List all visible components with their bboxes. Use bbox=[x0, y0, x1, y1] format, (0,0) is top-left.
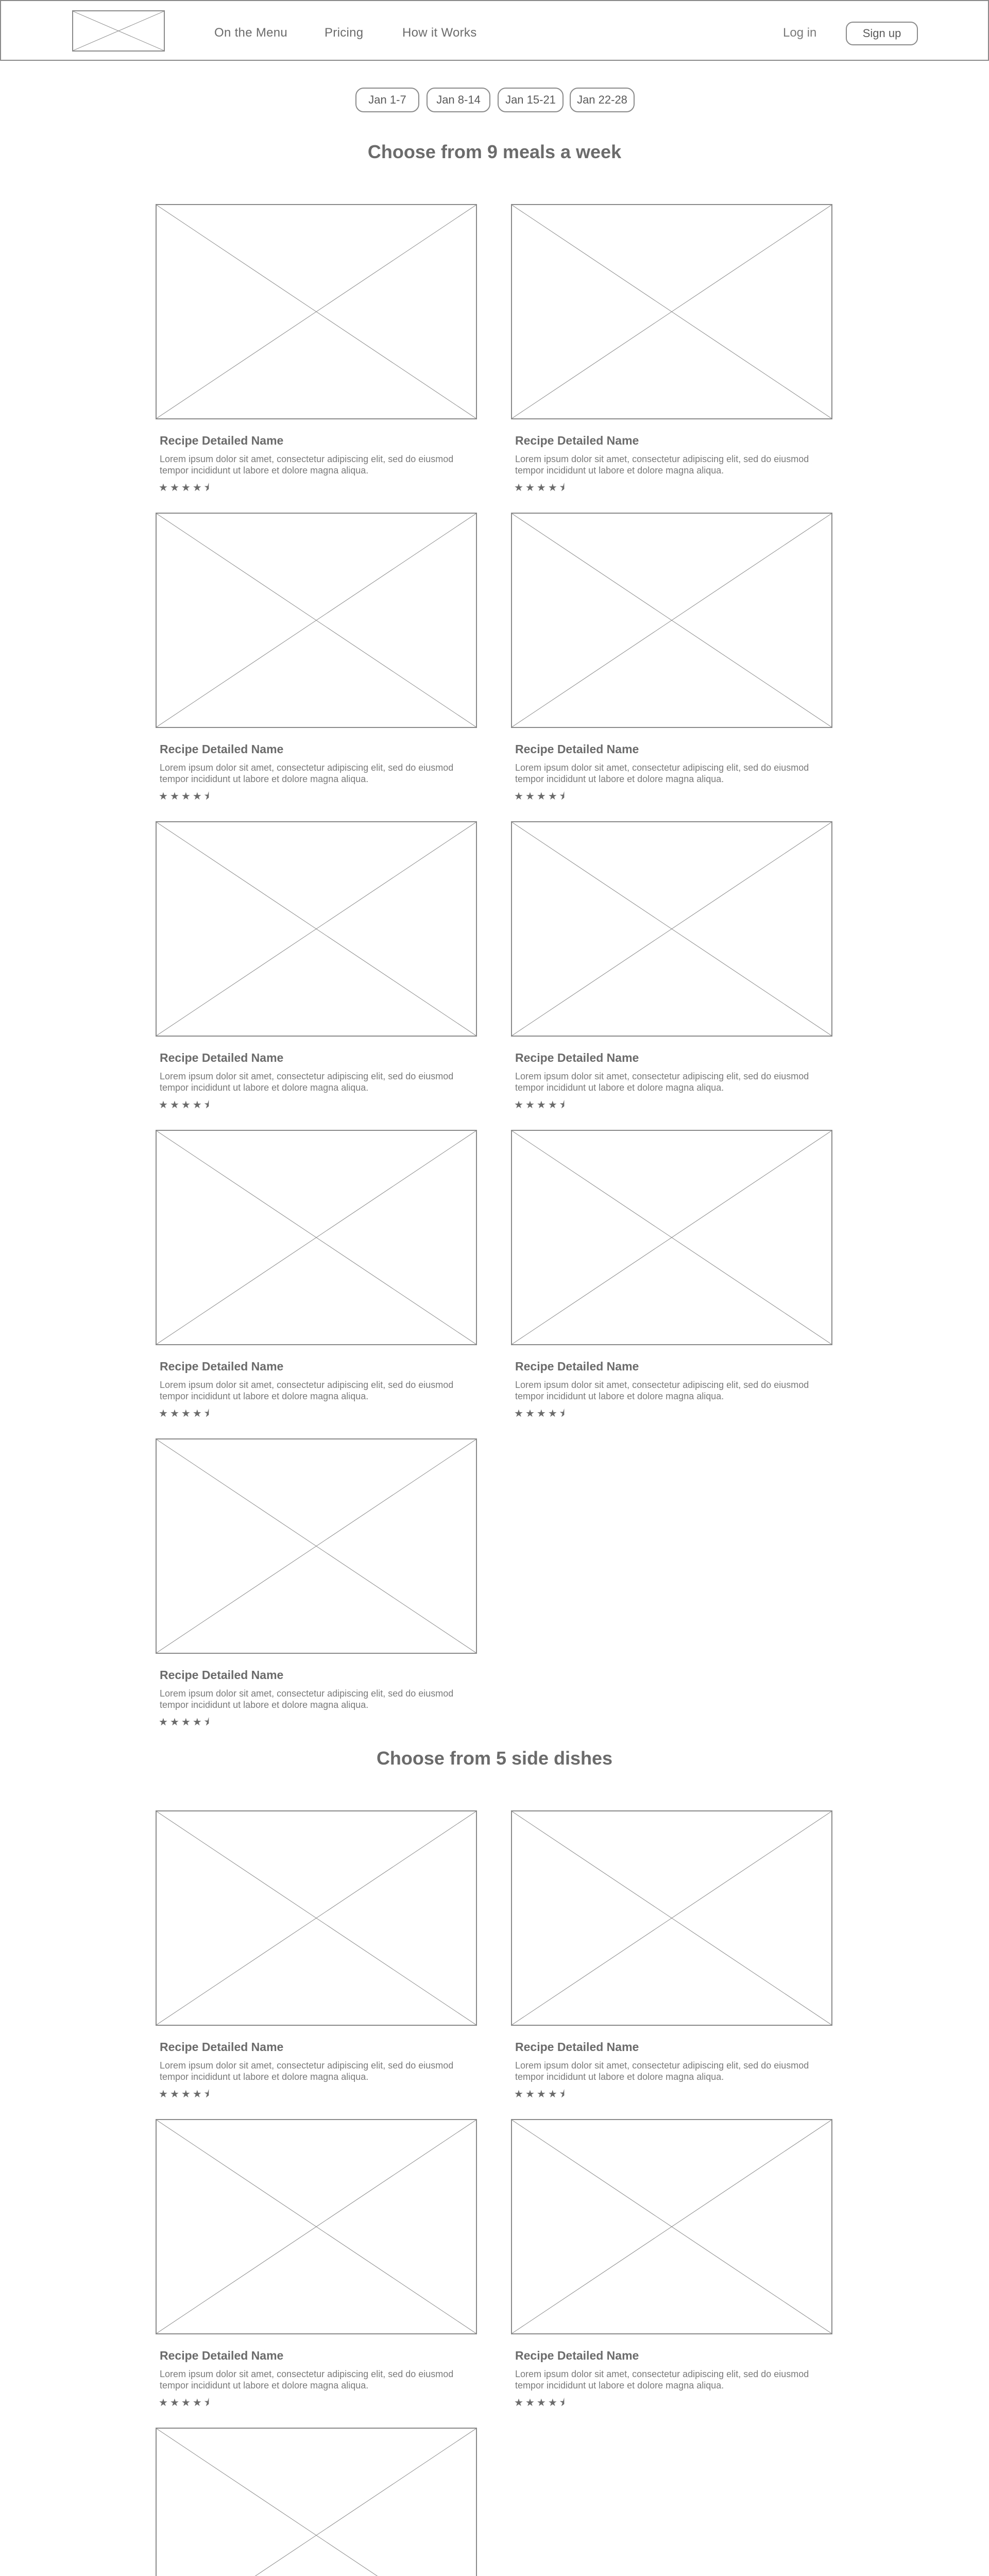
star-icon: ★ bbox=[548, 482, 557, 494]
recipe-image[interactable] bbox=[511, 1130, 832, 1345]
star-icon: ★ bbox=[169, 1717, 179, 1728]
week-tab-4[interactable]: Jan 22-28 bbox=[570, 88, 635, 112]
recipe-image[interactable] bbox=[156, 1438, 477, 1654]
recipe-card[interactable] bbox=[511, 821, 832, 1116]
star-icon: ★ bbox=[525, 2397, 535, 2409]
star-icon: ★ bbox=[181, 791, 191, 802]
star-icon: ★ bbox=[159, 2397, 168, 2409]
image-placeholder-icon bbox=[512, 1811, 831, 2025]
star-rating bbox=[159, 1099, 209, 1111]
recipe-card[interactable] bbox=[511, 1810, 832, 2105]
recipe-card[interactable] bbox=[156, 204, 477, 499]
recipe-image[interactable] bbox=[511, 204, 832, 419]
recipe-description: Lorem ipsum dolor sit amet, consectetur adipiscing elit, sed do eiusmod tempor incididunt ut labore et dolore magna aliqua. bbox=[515, 1380, 809, 1401]
half-star-icon: ⯨ bbox=[203, 2397, 210, 2409]
star-icon: ★ bbox=[169, 2089, 179, 2100]
star-icon: ★ bbox=[181, 1717, 191, 1728]
star-icon: ★ bbox=[548, 2089, 557, 2100]
recipe-card[interactable] bbox=[156, 1438, 477, 1733]
star-icon: ★ bbox=[192, 1408, 202, 1419]
star-icon: ★ bbox=[536, 2397, 546, 2409]
star-icon: ★ bbox=[159, 2089, 168, 2100]
star-rating bbox=[159, 2397, 209, 2409]
recipe-name[interactable]: Recipe Detailed Name bbox=[160, 2040, 284, 2054]
star-rating bbox=[514, 2397, 565, 2409]
recipe-image[interactable] bbox=[156, 1130, 477, 1345]
week-tab-1[interactable]: Jan 1-7 bbox=[355, 88, 419, 112]
star-icon: ★ bbox=[536, 2089, 546, 2100]
image-placeholder-icon bbox=[157, 2120, 476, 2333]
recipe-image[interactable] bbox=[511, 513, 832, 728]
star-icon: ★ bbox=[525, 2089, 535, 2100]
star-icon: ★ bbox=[536, 482, 546, 494]
recipe-name[interactable]: Recipe Detailed Name bbox=[160, 742, 284, 756]
star-icon: ★ bbox=[181, 2089, 191, 2100]
recipe-description: Lorem ipsum dolor sit amet, consectetur adipiscing elit, sed do eiusmod tempor incididunt ut labore et dolore magna aliqua. bbox=[160, 2060, 454, 2082]
image-placeholder-icon bbox=[157, 1131, 476, 1344]
recipe-description: Lorem ipsum dolor sit amet, consectetur adipiscing elit, sed do eiusmod tempor incididunt ut labore et dolore magna aliqua. bbox=[160, 1071, 454, 1093]
star-icon: ★ bbox=[548, 1099, 557, 1111]
half-star-icon: ⯨ bbox=[203, 1408, 210, 1419]
recipe-name[interactable]: Recipe Detailed Name bbox=[160, 1051, 284, 1064]
image-placeholder-icon bbox=[512, 205, 831, 418]
image-placeholder-icon bbox=[512, 2120, 831, 2333]
star-icon: ★ bbox=[525, 791, 535, 802]
star-rating bbox=[514, 1408, 565, 1419]
recipe-card[interactable] bbox=[156, 2119, 477, 2414]
star-icon: ★ bbox=[159, 1717, 168, 1728]
star-icon: ★ bbox=[169, 1099, 179, 1111]
recipe-name[interactable]: Recipe Detailed Name bbox=[160, 1668, 284, 1682]
star-icon: ★ bbox=[159, 1408, 168, 1419]
recipe-image[interactable] bbox=[156, 2119, 477, 2334]
star-icon: ★ bbox=[181, 2397, 191, 2409]
star-icon: ★ bbox=[192, 2089, 202, 2100]
recipe-card[interactable] bbox=[156, 2428, 477, 2576]
half-star-icon: ⯨ bbox=[559, 2397, 565, 2409]
recipe-card[interactable] bbox=[511, 1130, 832, 1425]
nav-how-it-works[interactable]: How it Works bbox=[402, 26, 477, 40]
nav-pricing[interactable]: Pricing bbox=[325, 26, 364, 40]
recipe-card[interactable] bbox=[511, 513, 832, 807]
recipe-image[interactable] bbox=[156, 2428, 477, 2576]
recipe-description: Lorem ipsum dolor sit amet, consectetur adipiscing elit, sed do eiusmod tempor incididunt ut labore et dolore magna aliqua. bbox=[160, 1688, 454, 1710]
star-icon: ★ bbox=[548, 791, 557, 802]
recipe-image[interactable] bbox=[511, 821, 832, 1037]
star-icon: ★ bbox=[548, 1408, 557, 1419]
half-star-icon: ⯨ bbox=[203, 1099, 210, 1111]
star-rating bbox=[514, 482, 565, 494]
star-icon: ★ bbox=[514, 2089, 523, 2100]
star-icon: ★ bbox=[514, 482, 523, 494]
star-icon: ★ bbox=[169, 791, 179, 802]
week-selector bbox=[0, 88, 989, 113]
recipe-description: Lorem ipsum dolor sit amet, consectetur adipiscing elit, sed do eiusmod tempor incididunt ut labore et dolore magna aliqua. bbox=[515, 2369, 809, 2391]
recipe-name[interactable]: Recipe Detailed Name bbox=[160, 2349, 284, 2362]
star-rating bbox=[514, 2089, 565, 2100]
star-icon: ★ bbox=[181, 1408, 191, 1419]
image-placeholder-icon bbox=[512, 1131, 831, 1344]
star-icon: ★ bbox=[548, 2397, 557, 2409]
recipe-description: Lorem ipsum dolor sit amet, consectetur adipiscing elit, sed do eiusmod tempor incididunt ut labore et dolore magna aliqua. bbox=[515, 1071, 809, 1093]
recipe-name[interactable]: Recipe Detailed Name bbox=[515, 2349, 639, 2362]
image-placeholder-icon bbox=[157, 822, 476, 1036]
star-icon: ★ bbox=[192, 482, 202, 494]
recipe-card[interactable] bbox=[156, 1130, 477, 1425]
half-star-icon: ⯨ bbox=[203, 482, 210, 494]
star-rating bbox=[514, 791, 565, 802]
recipe-description: Lorem ipsum dolor sit amet, consectetur adipiscing elit, sed do eiusmod tempor incididunt ut labore et dolore magna aliqua. bbox=[160, 454, 454, 476]
image-placeholder-icon bbox=[512, 822, 831, 1036]
recipe-image[interactable] bbox=[511, 1810, 832, 2026]
star-icon: ★ bbox=[192, 1099, 202, 1111]
star-icon: ★ bbox=[192, 1717, 202, 1728]
star-rating bbox=[159, 1408, 209, 1419]
star-icon: ★ bbox=[514, 2397, 523, 2409]
recipe-name[interactable]: Recipe Detailed Name bbox=[515, 742, 639, 756]
image-placeholder-icon bbox=[73, 11, 164, 50]
image-placeholder-icon bbox=[157, 514, 476, 727]
recipe-card[interactable] bbox=[156, 1810, 477, 2105]
star-icon: ★ bbox=[192, 2397, 202, 2409]
star-icon: ★ bbox=[169, 482, 179, 494]
recipe-name[interactable]: Recipe Detailed Name bbox=[160, 1360, 284, 1373]
star-icon: ★ bbox=[525, 1408, 535, 1419]
half-star-icon: ⯨ bbox=[203, 1717, 210, 1728]
recipe-name[interactable]: Recipe Detailed Name bbox=[515, 1051, 639, 1064]
recipe-name[interactable]: Recipe Detailed Name bbox=[515, 434, 639, 447]
half-star-icon: ⯨ bbox=[559, 1099, 565, 1111]
half-star-icon: ⯨ bbox=[559, 791, 565, 802]
recipe-description: Lorem ipsum dolor sit amet, consectetur adipiscing elit, sed do eiusmod tempor incididunt ut labore et dolore magna aliqua. bbox=[515, 762, 809, 784]
image-placeholder-icon bbox=[512, 514, 831, 727]
half-star-icon: ⯨ bbox=[203, 791, 210, 802]
recipe-name[interactable]: Recipe Detailed Name bbox=[515, 2040, 639, 2054]
recipe-card[interactable] bbox=[511, 204, 832, 499]
nav-on-the-menu[interactable]: On the Menu bbox=[214, 26, 288, 40]
week-tab-2[interactable]: Jan 8-14 bbox=[427, 88, 490, 112]
recipe-card[interactable] bbox=[156, 513, 477, 807]
recipe-description: Lorem ipsum dolor sit amet, consectetur adipiscing elit, sed do eiusmod tempor incididunt ut labore et dolore magna aliqua. bbox=[515, 2060, 809, 2082]
star-icon: ★ bbox=[536, 1408, 546, 1419]
star-rating bbox=[514, 1099, 565, 1111]
star-icon: ★ bbox=[159, 1099, 168, 1111]
star-rating bbox=[159, 1717, 209, 1728]
star-icon: ★ bbox=[159, 482, 168, 494]
star-icon: ★ bbox=[169, 2397, 179, 2409]
week-tab-3[interactable]: Jan 15-21 bbox=[498, 88, 564, 112]
half-star-icon: ⯨ bbox=[203, 2089, 210, 2100]
recipe-card[interactable] bbox=[156, 821, 477, 1116]
star-rating bbox=[159, 482, 209, 494]
star-icon: ★ bbox=[159, 791, 168, 802]
half-star-icon: ⯨ bbox=[559, 1408, 565, 1419]
recipe-description: Lorem ipsum dolor sit amet, consectetur adipiscing elit, sed do eiusmod tempor incididunt ut labore et dolore magna aliqua. bbox=[160, 762, 454, 784]
recipe-image[interactable] bbox=[156, 513, 477, 728]
star-icon: ★ bbox=[514, 791, 523, 802]
star-icon: ★ bbox=[536, 1099, 546, 1111]
star-rating bbox=[159, 791, 209, 802]
star-icon: ★ bbox=[536, 791, 546, 802]
star-icon: ★ bbox=[525, 1099, 535, 1111]
image-placeholder-icon bbox=[157, 1811, 476, 2025]
recipe-description: Lorem ipsum dolor sit amet, consectetur adipiscing elit, sed do eiusmod tempor incididunt ut labore et dolore magna aliqua. bbox=[160, 1380, 454, 1401]
recipe-name[interactable]: Recipe Detailed Name bbox=[160, 434, 284, 447]
star-icon: ★ bbox=[525, 482, 535, 494]
header bbox=[0, 0, 989, 61]
image-placeholder-icon bbox=[157, 205, 476, 418]
sides-section-title: Choose from 5 side dishes bbox=[376, 1748, 613, 1769]
recipe-image[interactable] bbox=[511, 2119, 832, 2334]
star-icon: ★ bbox=[181, 482, 191, 494]
meals-section-title: Choose from 9 meals a week bbox=[367, 141, 622, 162]
star-icon: ★ bbox=[192, 791, 202, 802]
recipe-image[interactable] bbox=[156, 821, 477, 1037]
half-star-icon: ⯨ bbox=[559, 482, 565, 494]
login-link[interactable]: Log in bbox=[783, 26, 817, 40]
recipe-description: Lorem ipsum dolor sit amet, consectetur adipiscing elit, sed do eiusmod tempor incididunt ut labore et dolore magna aliqua. bbox=[515, 454, 809, 476]
logo-placeholder[interactable] bbox=[72, 10, 165, 52]
signup-button[interactable]: Sign up bbox=[846, 22, 918, 45]
star-icon: ★ bbox=[514, 1099, 523, 1111]
image-placeholder-icon bbox=[157, 1439, 476, 1653]
recipe-name[interactable]: Recipe Detailed Name bbox=[515, 1360, 639, 1373]
recipe-card[interactable] bbox=[511, 2119, 832, 2414]
recipe-description: Lorem ipsum dolor sit amet, consectetur adipiscing elit, sed do eiusmod tempor incididunt ut labore et dolore magna aliqua. bbox=[160, 2369, 454, 2391]
star-icon: ★ bbox=[514, 1408, 523, 1419]
recipe-image[interactable] bbox=[156, 204, 477, 419]
star-rating bbox=[159, 2089, 209, 2100]
star-icon: ★ bbox=[181, 1099, 191, 1111]
half-star-icon: ⯨ bbox=[559, 2089, 565, 2100]
image-placeholder-icon bbox=[157, 2429, 476, 2576]
star-icon: ★ bbox=[169, 1408, 179, 1419]
recipe-image[interactable] bbox=[156, 1810, 477, 2026]
